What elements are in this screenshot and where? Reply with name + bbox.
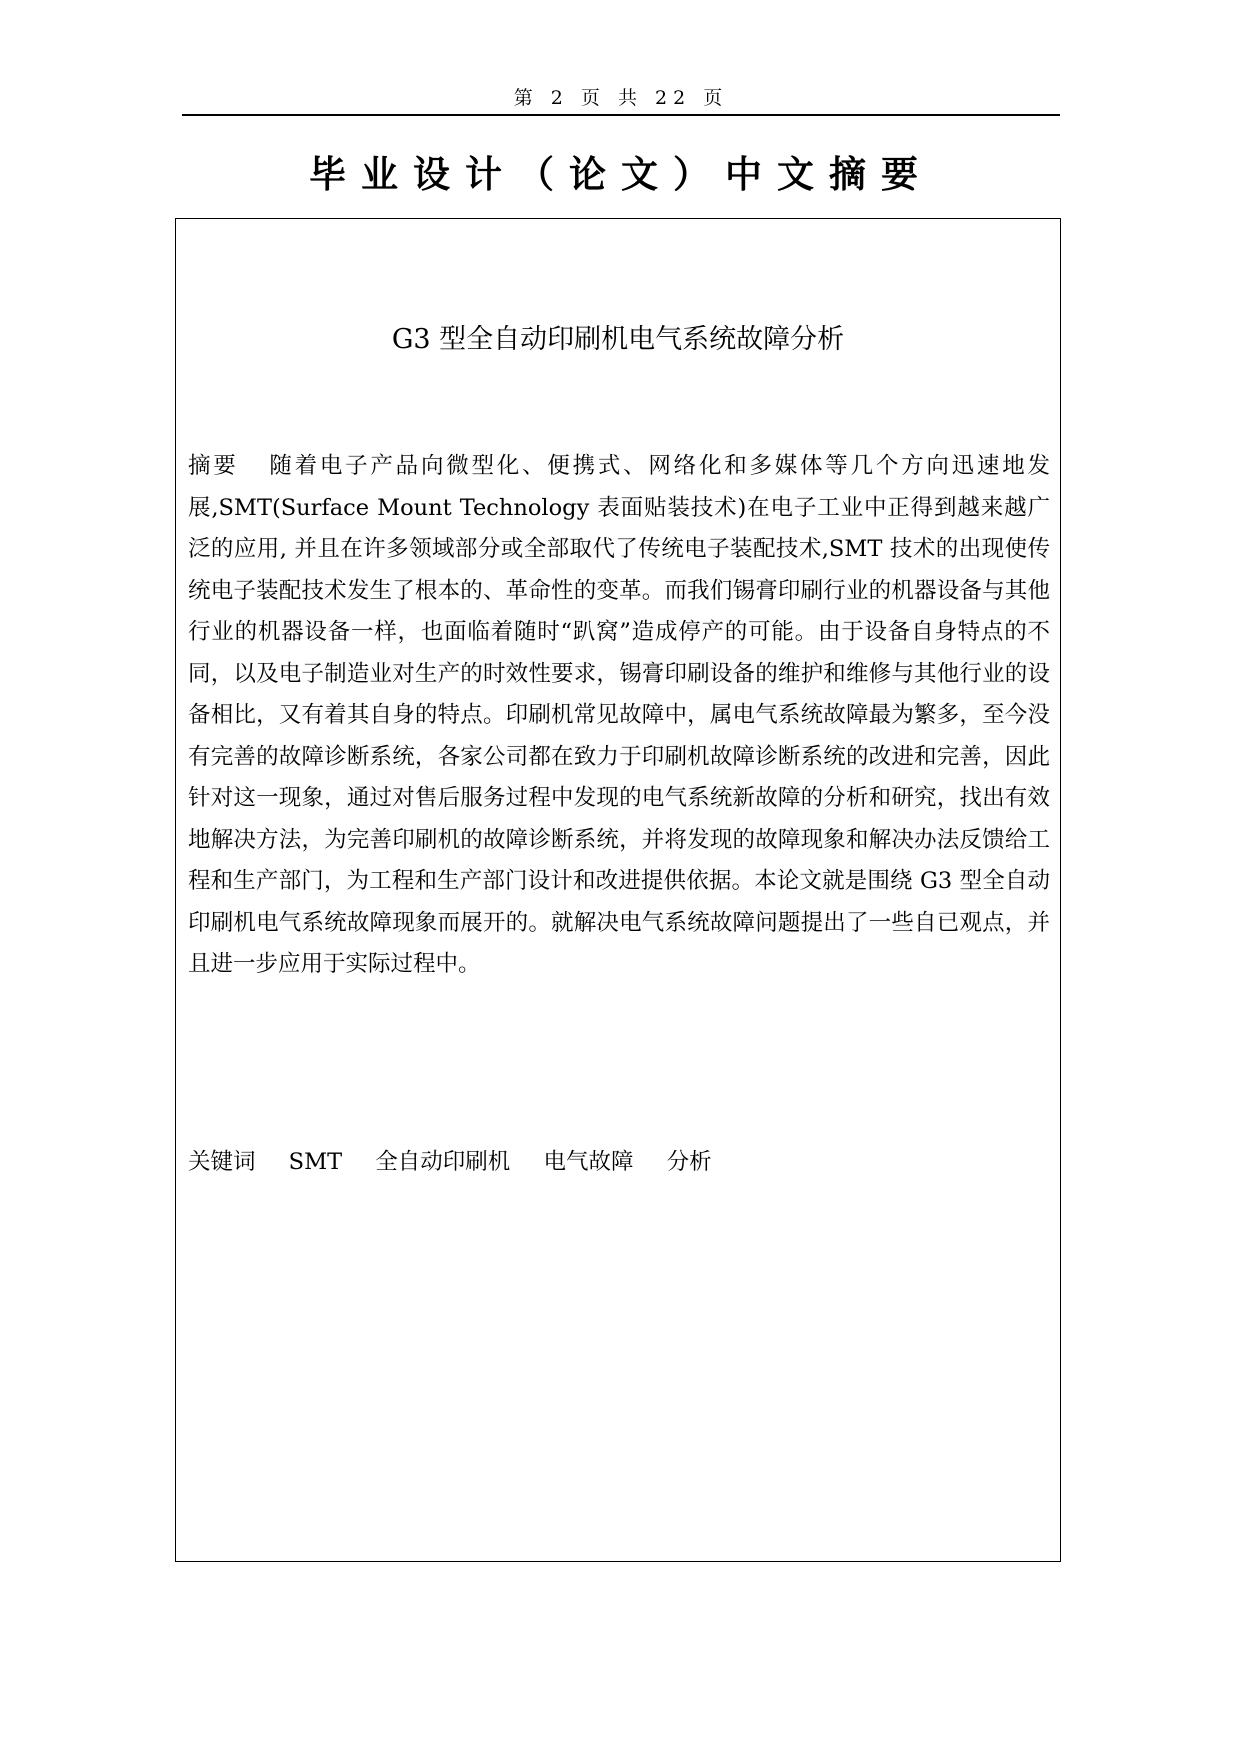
page-title: 毕业设计（论文）中文摘要 (309, 153, 933, 196)
page-indicator: 第 2 页 共 22 页 (513, 87, 729, 109)
abstract-section (188, 446, 1050, 986)
keywords-section (188, 1144, 1050, 1180)
keyword-item: 电气故障 (543, 1149, 634, 1175)
abstract-body: 随着电子产品向微型化、便携式、网络化和多媒体等几个方向迅速地发展,SMT(Surface Mount Technology 表面贴装技术)在电子工业中正得到越来越广泛的应用, 并且在许多领域部分或全部取代了传统电子装配技术,SMT 技术的出现使传统电子装配技术发生了根本的、革命性的变革。而我们锡膏印刷行业的机器设备与其他行业的机器设备一样，也面临着随时“趴窝”造成停产的可能。由于设备自身特点的不同，以及电子制造业对生产的时效性要求，锡膏印刷设备的维护和维修与其他行业的设备相比，又有着其自身的特点。印刷机常见故障中，属电气系统故障最为繁多，至今没有完善的故障诊断系统，各家公司都在致力于印刷机故障诊断系统的改进和完善，因此针对这一现象，通过对售后服务过程中发现的电气系统新故障的分析和研究，找出有效地解决方法，为完善印刷机的故障诊断系统，并将发现的故障现象和解决办法反馈给工程和生产部门，为工程和生产部门设计和改进提供依据。本论文就是围绕 G3 型全自动印刷机电气系统故障现象而展开的。就解决电气系统故障问题提出了一些自已观点，并且进一步应用于实际过程中。 (188, 453, 1050, 977)
keyword-item: SMT (288, 1149, 343, 1175)
abstract-label: 摘要 (188, 453, 239, 479)
keywords-label: 关键词 (188, 1149, 256, 1175)
thesis-title: G3 型全自动印刷机电气系统故障分析 (391, 324, 845, 355)
keyword-item: 分析 (666, 1149, 712, 1175)
header-rule (182, 114, 1060, 116)
keyword-item: 全自动印刷机 (375, 1149, 511, 1175)
